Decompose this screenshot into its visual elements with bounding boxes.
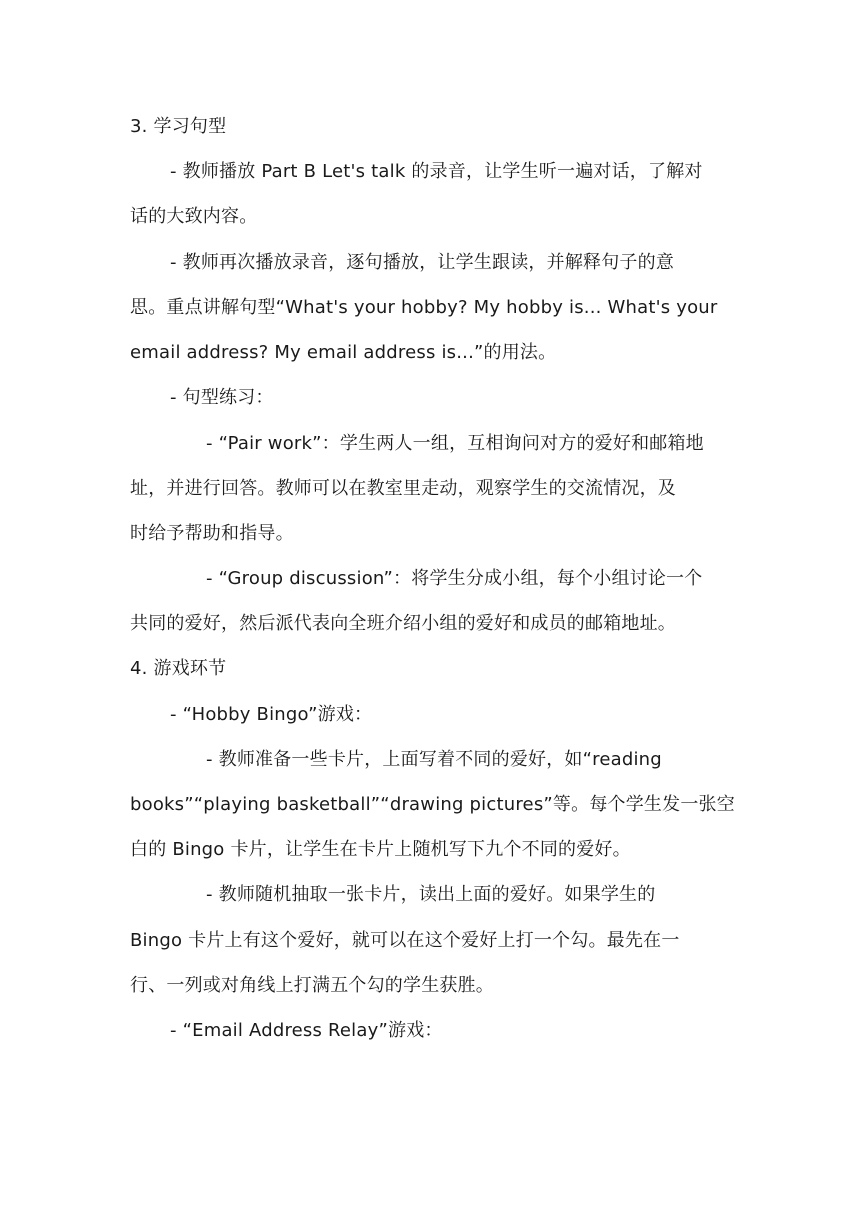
paragraph-line: books”“playing basketball”“drawing pictures”等。每个学生发一张空 (130, 794, 735, 815)
paragraph-line: - 教师播放 Part B Let's talk 的录音，让学生听一遍对话，了解对 (170, 161, 703, 182)
paragraph-line: - “Hobby Bingo”游戏： (170, 704, 373, 725)
paragraph-line: 白的 Bingo 卡片，让学生在卡片上随机写下九个不同的爱好。 (130, 839, 631, 860)
paragraph-line: - 教师再次播放录音，逐句播放，让学生跟读，并解释句子的意 (170, 252, 675, 273)
section-heading-sentence-patterns: 3. 学习句型 (130, 116, 227, 137)
paragraph-line: 时给予帮助和指导。 (130, 523, 294, 544)
paragraph-line: 行、一列或对角线上打满五个勾的学生获胜。 (130, 975, 494, 996)
paragraph-line: 话的大致内容。 (130, 206, 258, 227)
paragraph-line: - “Group discussion”：将学生分成小组，每个小组讨论一个 (206, 568, 703, 589)
paragraph-line: Bingo 卡片上有这个爱好，就可以在这个爱好上打一个勾。最先在一 (130, 930, 680, 951)
paragraph-line: email address? My email address is...”的用法。 (130, 342, 557, 363)
paragraph-line: - “Pair work”：学生两人一组，互相询问对方的爱好和邮箱地 (206, 433, 704, 454)
paragraph-line: - 教师准备一些卡片，上面写着不同的爱好，如“reading (206, 749, 662, 770)
paragraph-line: - “Email Address Relay”游戏： (170, 1020, 443, 1041)
section-heading-game: 4. 游戏环节 (130, 658, 227, 679)
paragraph-line: 思。重点讲解句型“What's your hobby? My hobby is... What's your (130, 297, 718, 318)
paragraph-line: 址，并进行回答。教师可以在教室里走动，观察学生的交流情况，及 (130, 478, 676, 499)
paragraph-line: - 教师随机抽取一张卡片，读出上面的爱好。如果学生的 (206, 884, 656, 905)
paragraph-line: 共同的爱好，然后派代表向全班介绍小组的爱好和成员的邮箱地址。 (130, 613, 676, 634)
paragraph-line: - 句型练习： (170, 387, 274, 408)
